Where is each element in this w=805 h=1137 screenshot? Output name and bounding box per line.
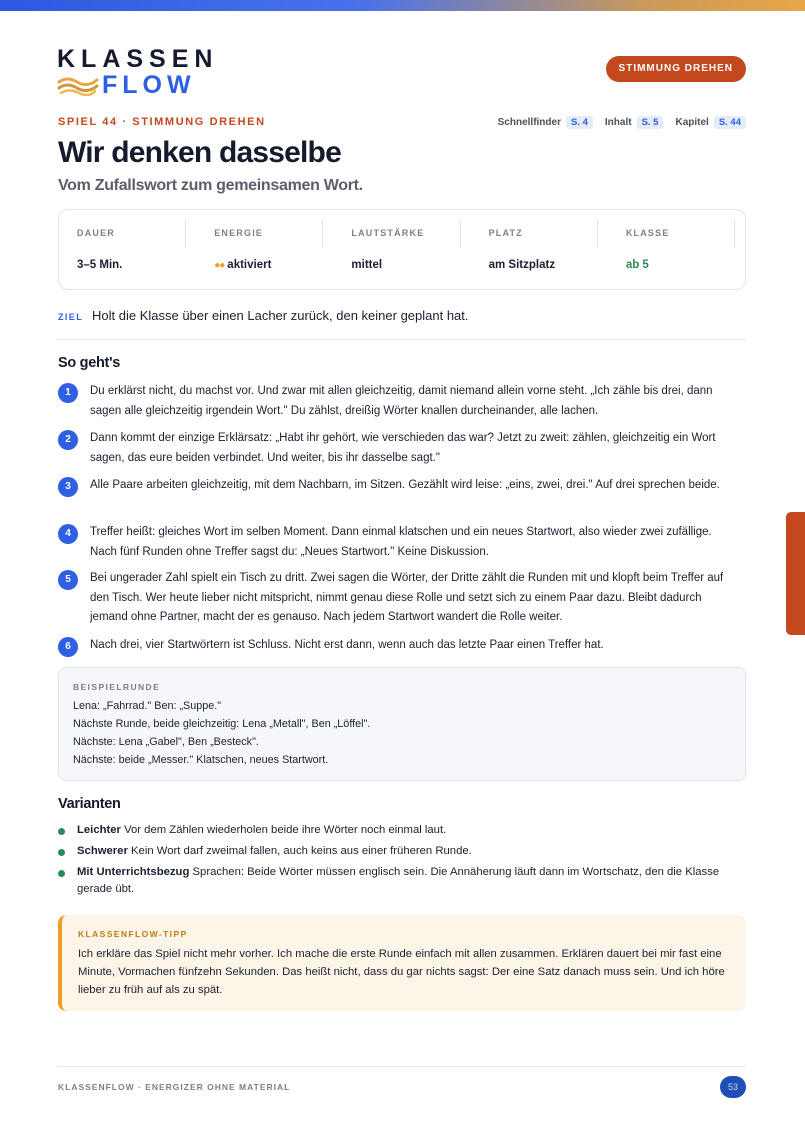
example-label: BEISPIELRUNDE (73, 682, 161, 692)
step-number: 2 (58, 430, 78, 450)
fact-value-row (214, 259, 333, 271)
step-item (58, 429, 746, 468)
step-item (58, 569, 746, 628)
tip-label: KLASSENFLOW-TIPP (78, 929, 188, 939)
fact-value: mittel (351, 259, 383, 271)
ref-kapitel[interactable] (675, 116, 746, 129)
fact-space (471, 210, 608, 289)
variants-list (58, 822, 746, 902)
fact-label: ENERGIE (214, 228, 264, 238)
variant-item (58, 822, 746, 839)
variant-title: Leichter (77, 824, 121, 836)
fact-value: am Sitzplatz (488, 259, 556, 271)
fact-volume (333, 210, 470, 289)
step-number: 1 (58, 383, 78, 403)
facts-box (58, 209, 746, 290)
step-item (58, 523, 746, 562)
fact-energy (196, 210, 333, 289)
variant-desc: Kein Wort darf zweimal fallen, auch keins aus einer früheren Runde. (127, 845, 472, 857)
ref-label: Inhalt (604, 117, 632, 128)
variant-title: Mit Unterrichtsbezug (77, 866, 190, 878)
example-line: Nächste: Lena „Gabel", Ben „Besteck". (73, 736, 259, 748)
goal-text: Holt die Klasse über einen Lacher zurück, den keiner geplant hat. (92, 308, 469, 323)
fact-label: DAUER (77, 228, 116, 238)
divider (58, 339, 746, 340)
klassenflow-logo (57, 45, 219, 99)
fact-grade (608, 210, 745, 289)
variants-heading: Varianten (58, 796, 121, 812)
logo-word-bottom: FLOW (102, 71, 196, 99)
example-box (58, 667, 746, 781)
logo-word-top: KLASSEN (57, 45, 219, 73)
fact-label: PLATZ (488, 228, 523, 238)
game-kicker: SPIEL 44 · STIMMUNG DREHEN (58, 116, 266, 128)
tip-box (58, 915, 746, 1011)
step-text: Nach drei, vier Startwörtern ist Schluss. Nicht erst dann, wenn auch das letzte Paar einen Treffer hat. (90, 639, 604, 651)
fact-duration (59, 210, 196, 289)
ref-page-tag: S. 44 (714, 116, 746, 129)
ref-schnellfinder[interactable] (498, 116, 593, 129)
step-number: 5 (58, 570, 78, 590)
variant-text (77, 843, 746, 860)
ref-label: Kapitel (675, 117, 709, 128)
step-text: Dann kommt der einzige Erklärsatz: „Habt ihr gehört, wie verschieden das war? Jetzt zu zweit: zählen, gleichzeitig ein Wort sagen, das eure beiden verbindet. Und weiter, bis ihr dasselbe sagt." (90, 432, 716, 464)
bullet-icon (58, 849, 65, 856)
energy-dots-icon: ●● (214, 259, 225, 271)
variant-text (77, 864, 746, 898)
ref-page-tag: S. 4 (566, 116, 593, 129)
page-title: Wir denken dasselbe (58, 136, 341, 169)
step-text: Alle Paare arbeiten gleichzeitig, mit dem Nachbarn, im Sitzen. Gezählt wird leise: „eins, zwei, drei." Auf drei sprechen beide. (90, 479, 720, 491)
variant-desc: Vor dem Zählen wiederholen beide ihre Wörter noch einmal laut. (120, 824, 447, 836)
steps-heading: So geht's (58, 355, 120, 371)
tip-text: Ich erkläre das Spiel nicht mehr vorher. Ich mache die erste Runde einfach mit allen zusammen. Erklären dauert bei mir fast eine Minute, Vormachen fünfzehn Sekunden. Das heißt nicht, dass du gar nichts sagst: Der eine Satz danach muss sein. Und ich höre lieber zu früh auf als zu spät. (78, 948, 725, 996)
step-item (58, 636, 746, 657)
fact-value: ab 5 (625, 259, 649, 271)
page-number-badge: 53 (720, 1076, 746, 1098)
top-gradient-bar (0, 0, 805, 11)
category-pill: STIMMUNG DREHEN (606, 56, 746, 82)
page-references (486, 116, 746, 129)
step-number: 3 (58, 477, 78, 497)
fact-label: LAUTSTÄRKE (351, 228, 425, 238)
step-text: Treffer heißt: gleiches Wort im selben Moment. Dann einmal klatschen und ein neues Startwort, also wieder zwei zufällige. Nach fünf Runden ohne Treffer sagst du: „Neues Startwort." Keine Diskussion. (90, 526, 712, 558)
variant-item (58, 843, 746, 860)
bullet-icon (58, 870, 65, 877)
page-subtitle: Vom Zufallswort zum gemeinsamen Wort. (58, 177, 363, 194)
ref-inhalt[interactable] (605, 116, 664, 129)
step-text: Bei ungerader Zahl spielt ein Tisch zu dritt. Zwei sagen die Wörter, der Dritte zählt die Runden mit und klopft beim Treffer auf den Tisch. Wer heute lieber nicht mitspricht, nimmt genau diese Rolle und setzt sich zu einem Paar dazu. Bleibt dadurch jemand ohne Partner, macht der es genauso. Nach jedem Startwort wandert die Rolle weiter. (90, 572, 724, 623)
variant-text (77, 822, 746, 839)
footer-text: KLASSENFLOW · ENERGIZER OHNE MATERIAL (58, 1082, 291, 1092)
goal-row (58, 308, 469, 323)
fact-value: 3–5 Min. (77, 259, 123, 271)
chapter-side-tab[interactable] (786, 512, 805, 635)
ref-label: Schnellfinder (497, 117, 561, 128)
logo-row (57, 72, 197, 98)
step-item (58, 476, 746, 497)
step-number: 4 (58, 524, 78, 544)
step-item (58, 382, 746, 421)
example-line: Nächste Runde, beide gleichzeitig: Lena „Metall", Ben „Löffel". (73, 718, 371, 730)
goal-label: ZIEL (58, 312, 84, 322)
variant-desc: Sprachen: Beide Wörter müssen englisch sein. Die Annäherung läuft dann im Wortschatz, den die Klasse gerade übt. (77, 866, 720, 895)
fact-value: aktiviert (227, 259, 272, 271)
step-text: Du erklärst nicht, du machst vor. Und zwar mit allen gleichzeitig, damit niemand allein vorne steht. „Ich zähle bis drei, dann sagen alle gleichzeitig irgendein Wort." Du zählst, dreißig Wörter knallen durcheinander, alle lachen. (90, 385, 713, 417)
fact-label: KLASSE (625, 228, 670, 238)
example-line: Lena: „Fahrrad." Ben: „Suppe." (73, 700, 222, 712)
variant-title: Schwerer (77, 845, 128, 857)
variant-item (58, 864, 746, 898)
bullet-icon (58, 828, 65, 835)
ref-page-tag: S. 5 (637, 116, 664, 129)
footer-divider (58, 1066, 746, 1067)
waves-icon (57, 74, 99, 96)
step-number: 6 (58, 637, 78, 657)
example-line: Nächste: beide „Messer." Klatschen, neues Startwort. (73, 754, 329, 766)
